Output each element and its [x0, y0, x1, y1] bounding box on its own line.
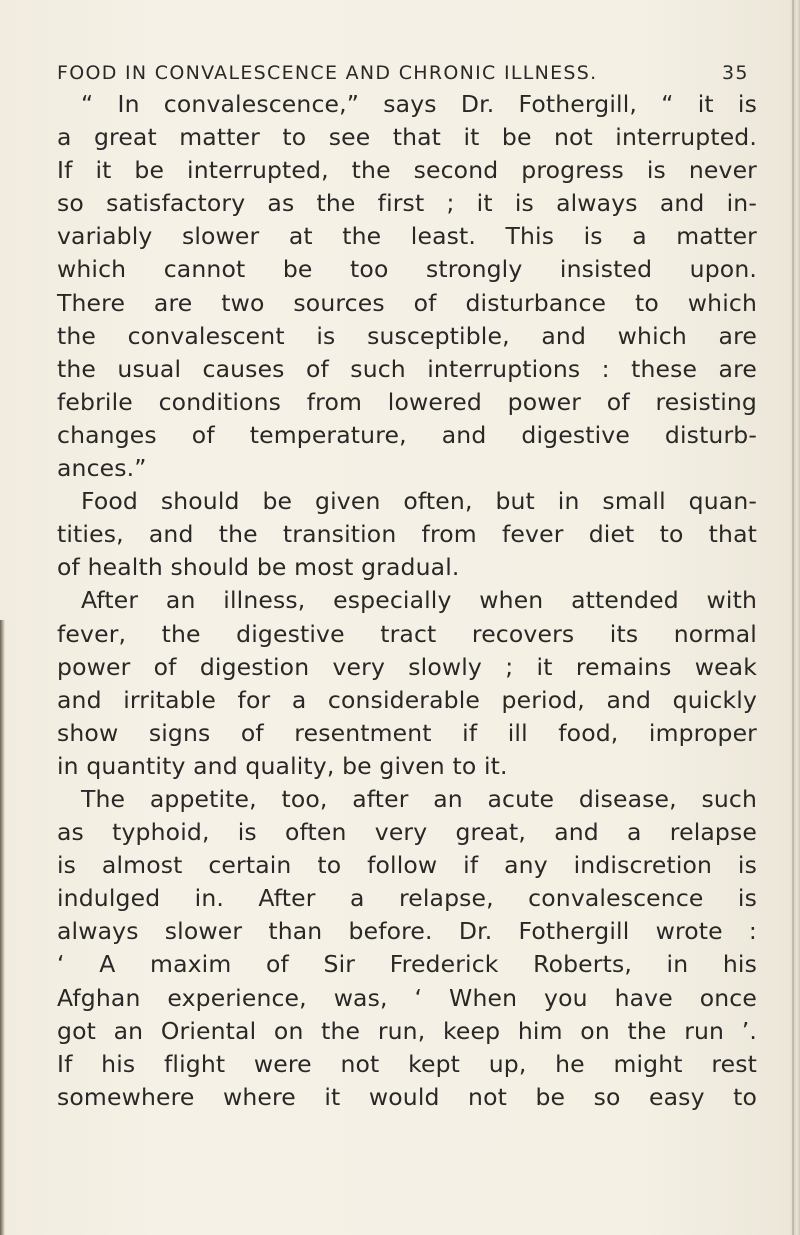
text-line: of health should be most gradual.	[57, 553, 460, 582]
text-line: changes of temperature, and digestive disturb-	[57, 420, 757, 449]
text-line: There are two sources of disturbance to which	[57, 288, 757, 317]
text-line: Afghan experience, was, ‘ When you have once	[57, 983, 757, 1012]
text-line: a great matter to see that it be not interrupted.	[57, 123, 757, 152]
text-line: and irritable for a considerable period, and quickly	[57, 685, 757, 714]
text-line: ‘ A maxim of Sir Frederick Roberts, in his	[57, 950, 757, 979]
text-line: indulged in. After a relapse, convalescence is	[57, 884, 757, 913]
running-head	[57, 62, 757, 84]
text-line: variably slower at the least. This is a matter	[57, 222, 757, 251]
text-line: got an Oriental on the run, keep him on the run ’.	[57, 1016, 757, 1045]
text-line: power of digestion very slowly ; it remains weak	[57, 652, 757, 681]
text-line: the convalescent is susceptible, and which are	[57, 321, 757, 350]
text-line: in quantity and quality, be given to it.	[57, 751, 508, 780]
text-line: always slower than before. Dr. Fothergill wrote :	[57, 917, 757, 946]
text-line: fever, the digestive tract recovers its normal	[57, 619, 757, 648]
body-text	[57, 88, 757, 1114]
text-line: is almost certain to follow if any indiscretion is	[57, 851, 757, 880]
running-head-title: FOOD IN CONVALESCENCE AND CHRONIC ILLNESS.	[57, 62, 598, 84]
text-line: If his flight were not kept up, he might rest	[57, 1049, 757, 1078]
text-line: After an illness, especially when attended with	[81, 586, 757, 615]
text-line: Food should be given often, but in small quan-	[81, 487, 757, 516]
text-line: tities, and the transition from fever diet to that	[57, 520, 757, 549]
binding-shadow	[0, 620, 5, 1235]
text-line: show signs of resentment if ill food, improper	[57, 718, 757, 747]
text-line: which cannot be too strongly insisted upon.	[57, 255, 757, 284]
text-line: febrile conditions from lowered power of resisting	[57, 387, 757, 416]
text-line: “ In convalescence,” says Dr. Fothergill, “ it is	[81, 90, 757, 118]
text-line: the usual causes of such interruptions : these are	[57, 354, 757, 383]
text-line: The appetite, too, after an acute disease, such	[81, 784, 757, 813]
text-line: somewhere where it would not be so easy to	[57, 1082, 757, 1111]
text-line: so satisfactory as the first ; it is always and in-	[57, 189, 757, 218]
text-line: If it be interrupted, the second progress is never	[57, 156, 757, 185]
text-line: ances.”	[57, 454, 147, 483]
page-edge-line	[792, 0, 794, 1235]
text-line: as typhoid, is often very great, and a relapse	[57, 818, 757, 847]
page-number: 35	[722, 62, 749, 84]
